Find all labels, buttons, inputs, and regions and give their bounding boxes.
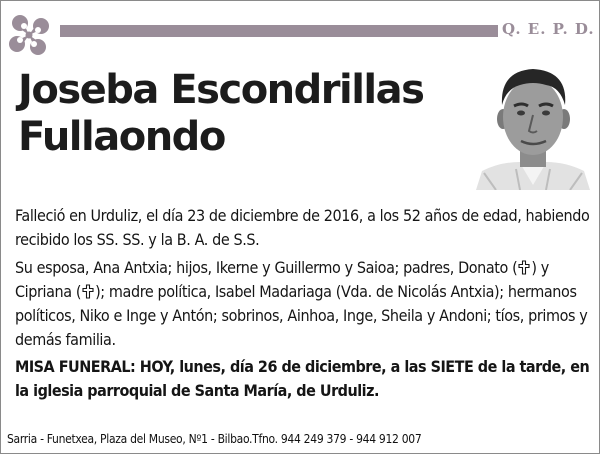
lauburu-icon	[6, 12, 52, 58]
name-line-1: Joseba Escondrillas	[18, 67, 424, 113]
name-line-2: Fullaondo	[18, 114, 225, 160]
family-text-2: ) y Cipriana (	[15, 258, 549, 301]
notice-body	[15, 204, 590, 407]
funeral-home-footer: Sarria - Funetxea, Plaza del Museo, Nº1 - Bilbao.Tfno. 944 249 379 - 944 912 007	[7, 432, 422, 446]
deceased-name	[18, 67, 488, 161]
family-text-3: ); madre política, Isabel Madariaga (Vda. de Nicolás Antxia); hermanos políticos, Niko e Inge y Antón; sobrinos, Ainhoa, Inge, Sheila y Andoni; tíos, primos y demás familia.	[15, 282, 588, 349]
funeral-mass-announcement: MISA FUNERAL: HOY, lunes, día 26 de diciembre, a las SIETE de la tarde, en la iglesia parroquial de Santa María, de Urduliz.	[15, 357, 590, 400]
portrait-photo	[476, 59, 590, 190]
cross-icon	[81, 284, 95, 299]
family-list	[15, 256, 590, 352]
family-text-1: Su esposa, Ana Antxia; hijos, Ikerne y Guillermo y Saioa; padres, Donato (	[15, 258, 518, 277]
cross-icon	[517, 260, 531, 275]
header-bar	[60, 25, 498, 37]
death-announcement: Falleció en Urduliz, el día 23 de diciembre de 2016, a los 52 años de edad, habiendo recibido los SS. SS. y la B. A. de S.S.	[15, 206, 590, 249]
rip-tagline: Q. E. P. D.	[502, 20, 595, 38]
